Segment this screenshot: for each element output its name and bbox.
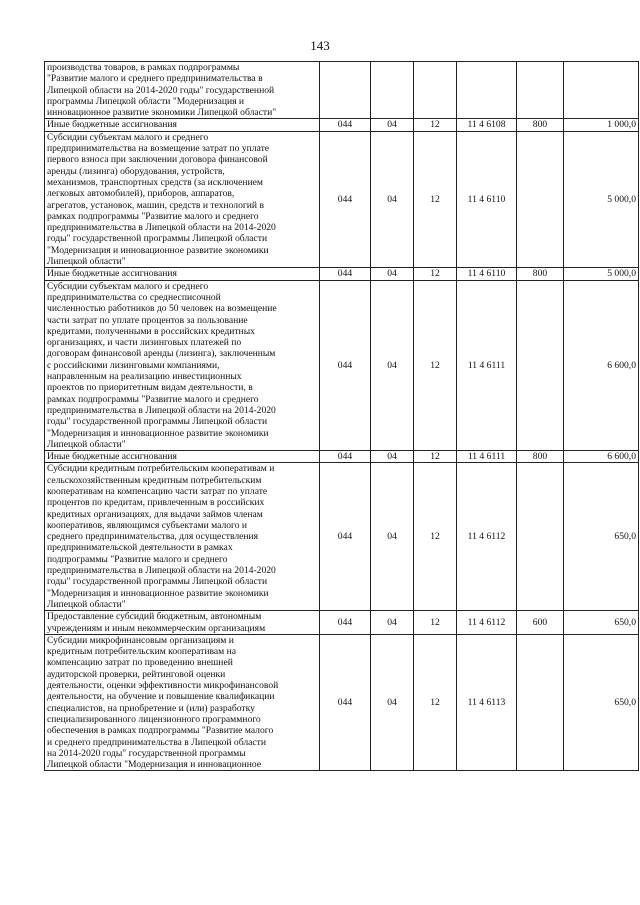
target-article-cell: 11 4 6110 [457, 131, 517, 268]
subsection-code-cell: 12 [414, 611, 457, 635]
target-article-cell [457, 62, 517, 119]
section-code-cell: 04 [371, 268, 414, 280]
budget-table [44, 61, 639, 771]
expense-type-cell: 800 [517, 268, 564, 280]
expense-type-cell [517, 131, 564, 268]
expense-type-cell [517, 463, 564, 611]
table-row [45, 451, 639, 463]
subsection-code-cell: 12 [414, 268, 457, 280]
target-article-cell: 11 4 6112 [457, 611, 517, 635]
table-row [45, 634, 639, 771]
target-article-cell: 11 4 6111 [457, 451, 517, 463]
ministry-code-cell: 044 [320, 451, 371, 463]
ministry-code-cell: 044 [320, 611, 371, 635]
description-cell: Иные бюджетные ассигнования [45, 119, 320, 131]
section-code-cell: 04 [371, 611, 414, 635]
description-cell: Иные бюджетные ассигнования [45, 268, 320, 280]
target-article-cell: 11 4 6111 [457, 280, 517, 450]
table-body [45, 62, 639, 771]
ministry-code-cell: 044 [320, 268, 371, 280]
section-code-cell: 04 [371, 119, 414, 131]
amount-cell: 1 000,0 [564, 119, 639, 131]
expense-type-cell [517, 634, 564, 771]
page-number: 143 [310, 38, 330, 53]
expense-type-cell: 600 [517, 611, 564, 635]
subsection-code-cell: 12 [414, 634, 457, 771]
ministry-code-cell [320, 62, 371, 119]
table-row [45, 463, 639, 611]
description-cell: Предоставление субсидий бюджетным, автономным учреждениям и иным некоммерческим организациям [45, 611, 320, 635]
expense-type-cell [517, 280, 564, 450]
subsection-code-cell: 12 [414, 280, 457, 450]
amount-cell: 5 000,0 [564, 131, 639, 268]
description-cell: Субсидии кредитным потребительским кооперативам и сельскохозяйственным кредитным потребительским кооперативам на компенсацию части затрат по уплате процентов по кредитам, привлеченным в российских кредитных организациях, для выдачи займов членам кооперативов, являющимся субъектами малого и среднего предпринимательства, для осуществления предпринимательской деятельности в рамках подпрограммы "Развитие малого и среднего предпринимательства в Липецкой области на 2014-2020 годы" государственной программы Липецкой области "Модернизация и инновационное развитие экономики Липецкой области" [45, 463, 320, 611]
section-code-cell: 04 [371, 451, 414, 463]
table-row [45, 119, 639, 131]
subsection-code-cell: 12 [414, 463, 457, 611]
amount-cell [564, 62, 639, 119]
amount-cell: 650,0 [564, 634, 639, 771]
table-row [45, 62, 639, 119]
target-article-cell: 11 4 6110 [457, 268, 517, 280]
description-cell: Субсидии субъектам малого и среднего предпринимательства на возмещение затрат по уплате первого взноса при заключении договора финансовой аренды (лизинга) оборудования, устройств, механизмов, транспортных средств (за исключением легковых автомобилей), приборов, аппаратов, агрегатов, установок, машин, средств и технологий в рамках подпрограммы "Развитие малого и среднего предпринимательства в Липецкой области на 2014-2020 годы" государственной программы Липецкой области "Модернизация и инновационное развитие экономики Липецкой области" [45, 131, 320, 268]
section-code-cell [371, 62, 414, 119]
subsection-code-cell: 12 [414, 451, 457, 463]
table-row [45, 268, 639, 280]
description-cell: Иные бюджетные ассигнования [45, 451, 320, 463]
table-row [45, 131, 639, 268]
ministry-code-cell: 044 [320, 131, 371, 268]
description-cell: Субсидии микрофинансовым организациям и кредитным потребительским кооперативам на компенсацию затрат по проведению внешней аудиторской проверки, рейтинговой оценки деятельности, оценки эффективности микрофинансовой деятельности, на обучение и повышение квалификации специалистов, на приобретение и (или) разработку специализированного лицензионного программного обеспечения в рамках подпрограммы "Развитие малого и среднего предпринимательства в Липецкой области на 2014-2020 годы" государственной программы Липецкой области "Модернизация и инновационное [45, 634, 320, 771]
amount-cell: 6 600,0 [564, 451, 639, 463]
subsection-code-cell [414, 62, 457, 119]
section-code-cell: 04 [371, 280, 414, 450]
expense-type-cell [517, 62, 564, 119]
ministry-code-cell: 044 [320, 634, 371, 771]
amount-cell: 650,0 [564, 611, 639, 635]
section-code-cell: 04 [371, 634, 414, 771]
subsection-code-cell: 12 [414, 131, 457, 268]
target-article-cell: 11 4 6112 [457, 463, 517, 611]
table-row [45, 280, 639, 450]
section-code-cell: 04 [371, 131, 414, 268]
ministry-code-cell: 044 [320, 119, 371, 131]
description-cell: производства товаров, в рамках подпрограммы "Развитие малого и среднего предпринимательства в Липецкой области на 2014-2020 годы" государственной программы Липецкой области "Модернизация и инновационное развитие экономики Липецкой области" [45, 62, 320, 119]
expense-type-cell: 800 [517, 119, 564, 131]
table-row [45, 611, 639, 635]
ministry-code-cell: 044 [320, 463, 371, 611]
amount-cell: 650,0 [564, 463, 639, 611]
amount-cell: 6 600,0 [564, 280, 639, 450]
amount-cell: 5 000,0 [564, 268, 639, 280]
ministry-code-cell: 044 [320, 280, 371, 450]
target-article-cell: 11 4 6113 [457, 634, 517, 771]
description-cell: Субсидии субъектам малого и среднего предпринимательства со среднесписочной численностью работников до 50 человек на возмещение части затрат по уплате процентов за пользование кредитами, полученными в российских кредитных организациях, и части лизинговых платежей по договорам финансовой аренды (лизинга), заключенным с российскими лизинговыми компаниями, направленным на реализацию инвестиционных проектов по приоритетным видам деятельности, в рамках подпрограммы "Развитие малого и среднего предпринимательства в Липецкой области на 2014-2020 годы" государственной программы Липецкой области "Модернизация и инновационное развитие экономики Липецкой области" [45, 280, 320, 450]
target-article-cell: 11 4 6108 [457, 119, 517, 131]
expense-type-cell: 800 [517, 451, 564, 463]
subsection-code-cell: 12 [414, 119, 457, 131]
section-code-cell: 04 [371, 463, 414, 611]
